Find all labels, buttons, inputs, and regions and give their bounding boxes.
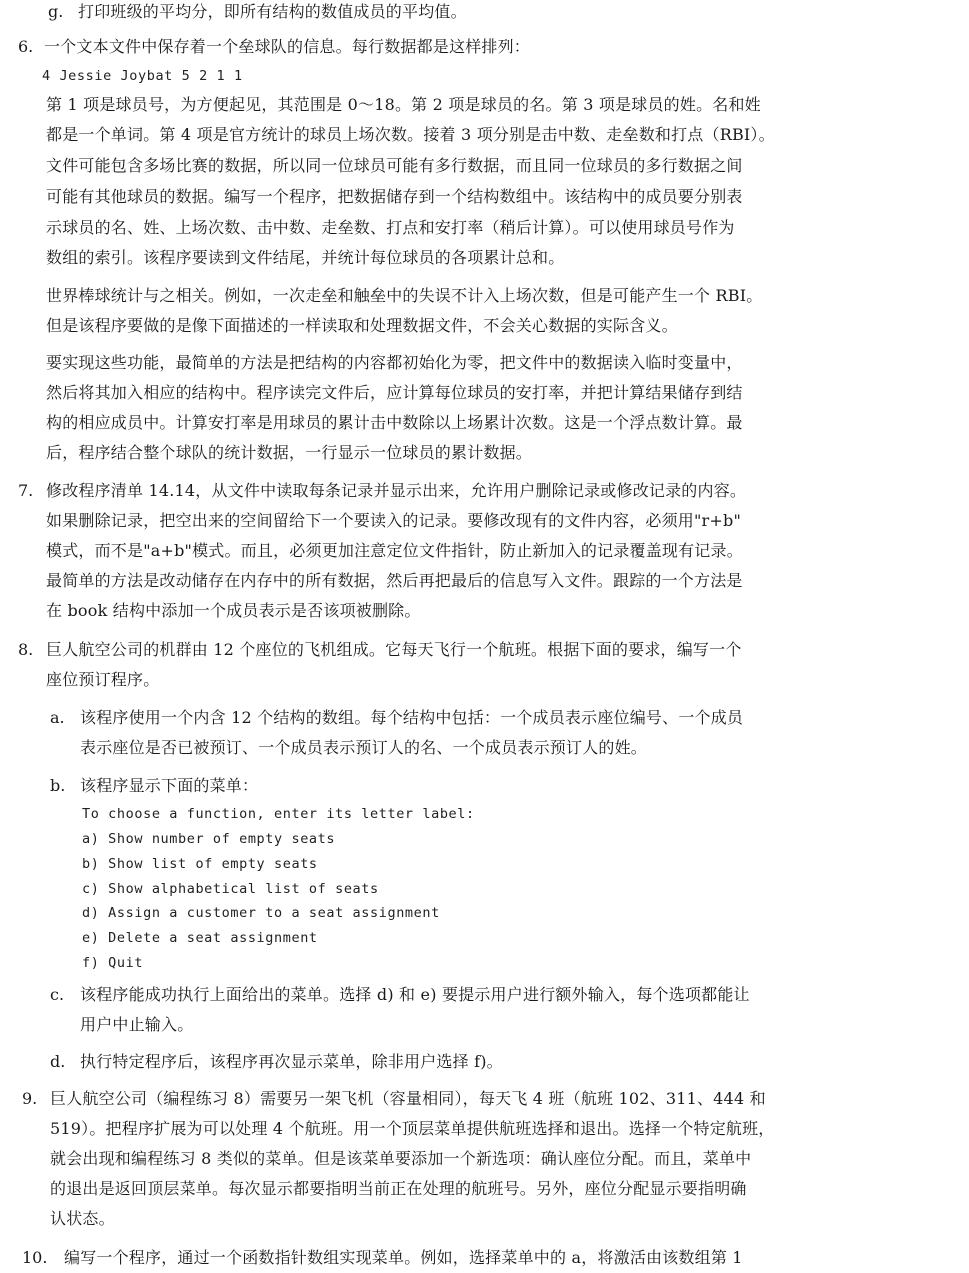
exercise-6-para1-line: 数组的索引。该程序要读到文件结尾，并统计每位球员的各项累计总和。: [46, 248, 565, 267]
exercise-6-para3-line: 然后将其加入相应的结构中。程序读完文件后，应计算每位球员的安打率，并把计算结果储存到结: [46, 383, 743, 402]
exercise-6-para2-line: 但是该程序要做的是像下面描述的一样读取和处理数据文件，不会关心数据的实际含义。: [46, 316, 678, 335]
menu-line: b) Show list of empty seats: [82, 856, 318, 872]
menu-line: f) Quit: [82, 955, 144, 971]
exercise-6-para1-line: 示球员的名、姓、上场次数、击中数、走垒数、打点和安打率（稍后计算）。可以使用球员号作为: [46, 218, 735, 237]
menu-line: d) Assign a customer to a seat assignment: [82, 905, 440, 921]
item-g-text: 打印班级的平均分，即所有结构的数值成员的平均值。: [78, 2, 467, 21]
exercise-8c-marker: c.: [50, 985, 65, 1004]
exercise-6-para3-line: 要实现这些功能，最简单的方法是把结构的内容都初始化为零，把文件中的数据读入临时变量中，: [46, 353, 743, 372]
exercise-8a-line: 该程序使用一个内含 12 个结构的数组。每个结构中包括：一个成员表示座位编号、一个成员: [80, 708, 744, 727]
exercise-7-line: 在 book 结构中添加一个成员表示是否该项被删除。: [46, 601, 421, 620]
exercise-9-line: 519）。把程序扩展为可以处理 4 个航班。用一个顶层菜单提供航班选择和退出。选择一个特定航班，: [50, 1119, 775, 1138]
menu-line: c) Show alphabetical list of seats: [82, 881, 379, 897]
exercise-6-para1-line: 都是一个单词。第 4 项是官方统计的球员上场次数。接着 3 项分别是击中数、走垒数和打点（RBI）。: [46, 125, 775, 144]
exercise-6-para1-line: 第 1 项是球员号，为方便起见，其范围是 0～18。第 2 项是球员的名。第 3 项是球员的姓。名和姓: [46, 95, 761, 114]
exercise-6-para3-line: 后，程序结合整个球队的统计数据，一行显示一位球员的累计数据。: [46, 443, 533, 462]
exercise-9-line: 认状态。: [50, 1209, 115, 1228]
exercise-7-line: 如果删除记录，把空出来的空间留给下一个要读入的记录。要修改现有的文件内容，必须用"r+b": [46, 511, 742, 530]
exercise-8c-line: 该程序能成功执行上面给出的菜单。选择 d) 和 e) 要提示用户进行额外输入，每个选项都能让: [80, 985, 750, 1004]
exercise-6-para1-line: 可能有其他球员的数据。编写一个程序，把数据储存到一个结构数组中。该结构中的成员要分别表: [46, 187, 743, 206]
exercise-9-line: 就会出现和编程练习 8 类似的菜单。但是该菜单要添加一个新选项：确认座位分配。而且，菜单中: [50, 1149, 752, 1168]
menu-line: e) Delete a seat assignment: [82, 930, 318, 946]
exercise-6-sample-line: 4 Jessie Joybat 5 2 1 1: [42, 68, 243, 84]
exercise-9-line: 巨人航空公司（编程练习 8）需要另一架飞机（容量相同），每天飞 4 班（航班 102、311、444 和: [50, 1089, 766, 1108]
exercise-8d-text: 执行特定程序后，该程序再次显示菜单，除非用户选择 f)。: [80, 1052, 503, 1071]
exercise-7-line: 修改程序清单 14.14，从文件中读取每条记录并显示出来，允许用户删除记录或修改记录的内容。: [46, 481, 747, 500]
exercise-8-line: 巨人航空公司的机群由 12 个座位的飞机组成。它每天飞行一个航班。根据下面的要求，编写一个: [46, 640, 742, 659]
exercise-6-para3-line: 构的相应成员中。计算安打率是用球员的累计击中数除以上场累计次数。这是一个浮点数计算。最: [46, 413, 743, 432]
exercise-7-number: 7.: [18, 481, 34, 500]
exercise-8a-marker: a.: [50, 708, 65, 727]
exercise-8a-line: 表示座位是否已被预订、一个成员表示预订人的名、一个成员表示预订人的姓。: [80, 738, 648, 757]
exercise-6-number: 6.: [18, 37, 34, 56]
exercise-6-para1-line: 文件可能包含多场比赛的数据，所以同一位球员可能有多行数据，而且同一位球员的多行数据之间: [46, 156, 743, 175]
exercise-6-para2-line: 世界棒球统计与之相关。例如，一次走垒和触垒中的失误不计入上场次数，但是可能产生一个 RBI。: [46, 286, 763, 305]
exercise-8b-text: 该程序显示下面的菜单：: [80, 776, 259, 795]
exercise-8b-marker: b.: [50, 776, 66, 795]
exercise-10-number: 10.: [22, 1248, 48, 1267]
exercise-10-text: 编写一个程序，通过一个函数指针数组实现菜单。例如，选择菜单中的 a，将激活由该数组第 1: [64, 1248, 743, 1267]
menu-line: a) Show number of empty seats: [82, 831, 336, 847]
exercise-6-intro: 一个文本文件中保存着一个垒球队的信息。每行数据都是这样排列：: [44, 37, 531, 56]
exercise-7-line: 模式，而不是"a+b"模式。而且，必须更加注意定位文件指针，防止新加入的记录覆盖现有记录。: [46, 541, 743, 560]
exercise-8c-line: 用户中止输入。: [80, 1015, 194, 1034]
exercise-9-number: 9.: [22, 1089, 38, 1108]
exercise-8-number: 8.: [18, 640, 34, 659]
exercise-8-line: 座位预订程序。: [46, 670, 160, 689]
item-g-marker: g.: [48, 2, 64, 21]
exercise-8d-marker: d.: [50, 1052, 66, 1071]
menu-line: To choose a function, enter its letter label:: [82, 806, 475, 822]
exercise-9-line: 的退出是返回顶层菜单。每次显示都要指明当前正在处理的航班号。另外，座位分配显示要指明确: [50, 1179, 747, 1198]
exercise-7-line: 最简单的方法是改动储存在内存中的所有数据，然后再把最后的信息写入文件。跟踪的一个方法是: [46, 571, 743, 590]
